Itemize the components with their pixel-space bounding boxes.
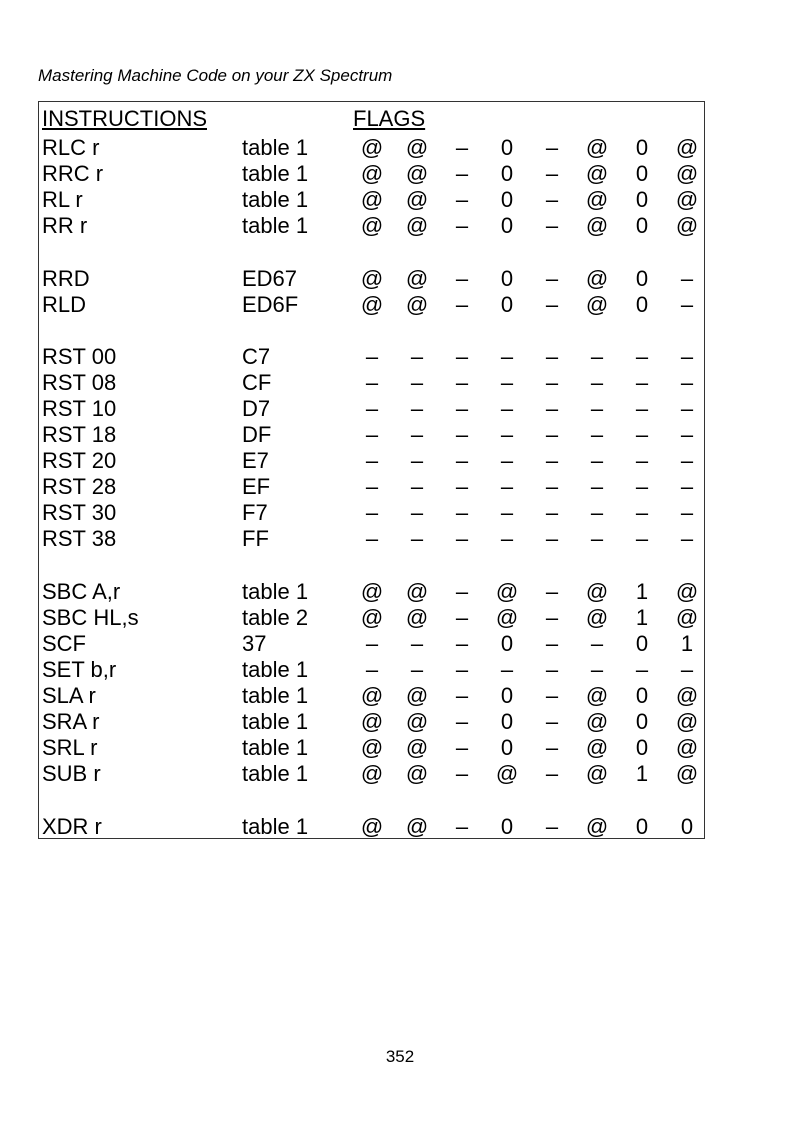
flag-cell: – bbox=[545, 213, 559, 238]
flag-cell: @ bbox=[360, 761, 384, 786]
flag-cell: – bbox=[455, 735, 469, 760]
opcode-cell: table 1 bbox=[242, 735, 309, 760]
table-row bbox=[39, 500, 704, 526]
flag-cell: @ bbox=[675, 579, 699, 604]
flag-cell: 0 bbox=[500, 292, 514, 317]
flag-cell: – bbox=[680, 422, 694, 447]
opcode-cell: table 1 bbox=[242, 161, 309, 186]
opcode-cell: D7 bbox=[242, 396, 271, 421]
page-number: 352 bbox=[385, 1047, 415, 1066]
flag-cell: – bbox=[410, 344, 424, 369]
flag-cell: – bbox=[545, 187, 559, 212]
flag-cell: – bbox=[500, 500, 514, 525]
flag-cell: @ bbox=[360, 292, 384, 317]
flag-cell: @ bbox=[675, 161, 699, 186]
flag-cell: @ bbox=[585, 709, 609, 734]
flag-cell: – bbox=[455, 292, 469, 317]
mnemonic-cell: RRD bbox=[42, 266, 90, 291]
flag-cell: 0 bbox=[500, 161, 514, 186]
flag-cell: 0 bbox=[500, 683, 514, 708]
flag-cell: – bbox=[590, 344, 604, 369]
flag-cell: 0 bbox=[500, 135, 514, 160]
flag-cell: – bbox=[500, 657, 514, 682]
flag-cell: @ bbox=[360, 161, 384, 186]
flag-cell: – bbox=[410, 396, 424, 421]
flag-cell: – bbox=[635, 344, 649, 369]
flag-cell: – bbox=[545, 657, 559, 682]
flag-cell: – bbox=[365, 422, 379, 447]
flag-cell: – bbox=[545, 448, 559, 473]
running-head: Mastering Machine Code on your ZX Spectrum bbox=[38, 66, 393, 85]
flag-cell: – bbox=[365, 526, 379, 551]
flag-cell: @ bbox=[585, 683, 609, 708]
flag-cell: – bbox=[680, 448, 694, 473]
table-row bbox=[39, 266, 704, 292]
flag-cell: 0 bbox=[500, 187, 514, 212]
flag-cell: 0 bbox=[635, 814, 649, 839]
opcode-cell: EF bbox=[242, 474, 271, 499]
flag-cell: – bbox=[635, 526, 649, 551]
flag-cell: 0 bbox=[500, 814, 514, 839]
flag-cell: @ bbox=[360, 579, 384, 604]
mnemonic-cell: RST 20 bbox=[42, 448, 117, 473]
flag-cell: @ bbox=[585, 579, 609, 604]
flag-cell: – bbox=[410, 657, 424, 682]
flag-cell: @ bbox=[675, 761, 699, 786]
flag-cell: – bbox=[455, 344, 469, 369]
opcode-cell: 37 bbox=[242, 631, 267, 656]
flag-cell: @ bbox=[675, 683, 699, 708]
mnemonic-cell: SUB r bbox=[42, 761, 101, 786]
flag-cell: – bbox=[545, 709, 559, 734]
flag-cell: – bbox=[455, 683, 469, 708]
flag-cell: – bbox=[455, 657, 469, 682]
opcode-cell: table 1 bbox=[242, 761, 309, 786]
flag-cell: – bbox=[545, 814, 559, 839]
flag-cell: – bbox=[590, 500, 604, 525]
opcode-cell: table 1 bbox=[242, 213, 309, 238]
flag-cell: – bbox=[545, 370, 559, 395]
flag-cell: 0 bbox=[500, 709, 514, 734]
flag-cell: 0 bbox=[635, 213, 649, 238]
mnemonic-cell: RST 18 bbox=[42, 422, 117, 447]
flag-cell: – bbox=[500, 526, 514, 551]
flag-cell: – bbox=[680, 474, 694, 499]
flag-cell: – bbox=[545, 500, 559, 525]
flag-cell: – bbox=[455, 500, 469, 525]
flag-cell: – bbox=[365, 448, 379, 473]
flag-cell: @ bbox=[585, 605, 609, 630]
flag-cell: – bbox=[545, 292, 559, 317]
table-row bbox=[39, 735, 704, 761]
mnemonic-cell: SRL r bbox=[42, 735, 98, 760]
mnemonic-cell: RL r bbox=[42, 187, 83, 212]
flag-cell: @ bbox=[360, 135, 384, 160]
flag-cell: @ bbox=[405, 683, 429, 708]
mnemonic-cell: RLC r bbox=[42, 135, 100, 160]
mnemonic-cell: RLD bbox=[42, 292, 87, 317]
mnemonic-cell: RR r bbox=[42, 213, 88, 238]
flag-cell: – bbox=[680, 344, 694, 369]
flag-cell: 1 bbox=[635, 761, 649, 786]
flag-cell: – bbox=[590, 526, 604, 551]
flag-cell: – bbox=[590, 657, 604, 682]
flag-cell: – bbox=[680, 657, 694, 682]
flag-cell: – bbox=[635, 448, 649, 473]
flag-cell: – bbox=[455, 579, 469, 604]
flag-cell: – bbox=[590, 396, 604, 421]
opcode-cell: table 2 bbox=[242, 605, 309, 630]
flag-cell: 0 bbox=[500, 213, 514, 238]
flag-cell: @ bbox=[585, 761, 609, 786]
flag-cell: 0 bbox=[635, 266, 649, 291]
flag-cell: @ bbox=[360, 266, 384, 291]
flag-cell: @ bbox=[495, 605, 519, 630]
mnemonic-cell: SRA r bbox=[42, 709, 100, 734]
mnemonic-cell: RST 38 bbox=[42, 526, 117, 551]
flag-cell: – bbox=[545, 344, 559, 369]
flag-cell: @ bbox=[585, 735, 609, 760]
table-row bbox=[39, 161, 704, 187]
table-row bbox=[39, 396, 704, 422]
opcode-cell: C7 bbox=[242, 344, 271, 369]
flag-cell: @ bbox=[405, 187, 429, 212]
mnemonic-cell: SBC A,r bbox=[42, 579, 121, 604]
mnemonic-cell: XDR r bbox=[42, 814, 102, 839]
opcode-cell: DF bbox=[242, 422, 272, 447]
flag-cell: @ bbox=[405, 605, 429, 630]
flag-cell: – bbox=[365, 500, 379, 525]
flag-cell: – bbox=[410, 422, 424, 447]
flag-cell: @ bbox=[585, 161, 609, 186]
flag-cell: 1 bbox=[635, 579, 649, 604]
table-row bbox=[39, 683, 704, 709]
flag-cell: – bbox=[635, 474, 649, 499]
opcode-cell: table 1 bbox=[242, 135, 309, 160]
flag-cell: – bbox=[545, 161, 559, 186]
flag-cell: – bbox=[545, 474, 559, 499]
flag-cell: @ bbox=[585, 187, 609, 212]
flag-cell: – bbox=[410, 500, 424, 525]
flag-cell: 0 bbox=[500, 631, 514, 656]
table-row bbox=[39, 370, 704, 396]
flag-cell: 0 bbox=[500, 735, 514, 760]
flag-cell: – bbox=[545, 135, 559, 160]
flag-cell: 0 bbox=[635, 135, 649, 160]
flag-cell: – bbox=[365, 344, 379, 369]
mnemonic-cell: RST 10 bbox=[42, 396, 117, 421]
flag-cell: @ bbox=[405, 735, 429, 760]
flag-cell: – bbox=[680, 500, 694, 525]
flag-cell: – bbox=[455, 814, 469, 839]
table-row bbox=[39, 657, 704, 683]
flag-cell: 0 bbox=[635, 735, 649, 760]
flag-cell: @ bbox=[360, 683, 384, 708]
flag-cell: @ bbox=[675, 135, 699, 160]
flag-cell: – bbox=[455, 266, 469, 291]
flag-cell: – bbox=[500, 448, 514, 473]
flag-cell: 0 bbox=[635, 161, 649, 186]
flag-cell: – bbox=[410, 631, 424, 656]
table-row bbox=[39, 474, 704, 500]
flag-cell: – bbox=[590, 631, 604, 656]
flag-cell: – bbox=[545, 735, 559, 760]
mnemonic-cell: RRC r bbox=[42, 161, 104, 186]
flag-cell: @ bbox=[405, 814, 429, 839]
table-row bbox=[39, 213, 704, 239]
flag-cell: – bbox=[410, 370, 424, 395]
flag-cell: – bbox=[500, 396, 514, 421]
table-row bbox=[39, 135, 704, 161]
flag-cell: – bbox=[500, 422, 514, 447]
flag-cell: @ bbox=[675, 213, 699, 238]
flag-cell: – bbox=[545, 422, 559, 447]
table-row bbox=[39, 526, 704, 552]
flag-cell: – bbox=[365, 370, 379, 395]
instruction-table bbox=[38, 101, 705, 839]
flag-cell: – bbox=[635, 500, 649, 525]
flag-cell: – bbox=[680, 266, 694, 291]
table-row bbox=[39, 761, 704, 787]
mnemonic-cell: SLA r bbox=[42, 683, 96, 708]
flag-cell: – bbox=[590, 448, 604, 473]
flag-cell: @ bbox=[405, 161, 429, 186]
flag-cell: – bbox=[680, 396, 694, 421]
flag-cell: – bbox=[410, 448, 424, 473]
flag-cell: @ bbox=[405, 761, 429, 786]
flag-cell: – bbox=[545, 631, 559, 656]
flag-cell: @ bbox=[405, 266, 429, 291]
opcode-cell: CF bbox=[242, 370, 272, 395]
opcode-cell: table 1 bbox=[242, 709, 309, 734]
flag-cell: – bbox=[455, 526, 469, 551]
flag-cell: – bbox=[635, 422, 649, 447]
table-row bbox=[39, 709, 704, 735]
flag-cell: @ bbox=[360, 709, 384, 734]
mnemonic-cell: SET b,r bbox=[42, 657, 117, 682]
flag-cell: 0 bbox=[635, 292, 649, 317]
flag-cell: @ bbox=[585, 292, 609, 317]
flag-cell: – bbox=[455, 605, 469, 630]
table-row bbox=[39, 631, 704, 657]
flag-cell: – bbox=[455, 474, 469, 499]
flag-cell: – bbox=[635, 370, 649, 395]
flag-cell: – bbox=[545, 605, 559, 630]
instructions-header: INSTRUCTIONS bbox=[42, 106, 207, 131]
table-row bbox=[39, 448, 704, 474]
table-row bbox=[39, 579, 704, 605]
table-row bbox=[39, 292, 704, 318]
flag-cell: – bbox=[500, 370, 514, 395]
flag-cell: @ bbox=[360, 735, 384, 760]
opcode-cell: table 1 bbox=[242, 187, 309, 212]
table-row bbox=[39, 814, 704, 840]
flag-cell: – bbox=[365, 657, 379, 682]
mnemonic-cell: RST 30 bbox=[42, 500, 117, 525]
flag-cell: – bbox=[500, 344, 514, 369]
flag-cell: @ bbox=[405, 292, 429, 317]
flag-cell: – bbox=[545, 526, 559, 551]
flag-cell: @ bbox=[495, 761, 519, 786]
opcode-cell: table 1 bbox=[242, 579, 309, 604]
flag-cell: – bbox=[455, 709, 469, 734]
flag-cell: @ bbox=[585, 213, 609, 238]
mnemonic-cell: SCF bbox=[42, 631, 86, 656]
mnemonic-cell: RST 28 bbox=[42, 474, 117, 499]
flag-cell: – bbox=[455, 448, 469, 473]
flag-cell: – bbox=[545, 761, 559, 786]
table-row bbox=[39, 187, 704, 213]
flag-cell: – bbox=[410, 526, 424, 551]
flag-cell: – bbox=[545, 579, 559, 604]
flag-cell: – bbox=[455, 422, 469, 447]
table-row bbox=[39, 605, 704, 631]
flag-cell: @ bbox=[360, 814, 384, 839]
flag-cell: – bbox=[365, 474, 379, 499]
table-row bbox=[39, 422, 704, 448]
opcode-cell: ED6F bbox=[242, 292, 299, 317]
flag-cell: – bbox=[455, 761, 469, 786]
flag-cell: – bbox=[500, 474, 514, 499]
flag-cell: – bbox=[455, 631, 469, 656]
flag-cell: – bbox=[545, 396, 559, 421]
flag-cell: – bbox=[455, 370, 469, 395]
flag-cell: 0 bbox=[635, 631, 649, 656]
flag-cell: – bbox=[545, 266, 559, 291]
flag-cell: @ bbox=[585, 135, 609, 160]
flag-cell: @ bbox=[585, 814, 609, 839]
flag-cell: – bbox=[680, 370, 694, 395]
flag-cell: @ bbox=[405, 709, 429, 734]
flag-cell: 0 bbox=[635, 709, 649, 734]
flag-cell: 1 bbox=[635, 605, 649, 630]
flag-cell: – bbox=[590, 422, 604, 447]
flag-cell: @ bbox=[675, 187, 699, 212]
opcode-cell: FF bbox=[242, 526, 269, 551]
flag-cell: @ bbox=[405, 213, 429, 238]
opcode-cell: table 1 bbox=[242, 683, 309, 708]
mnemonic-cell: RST 08 bbox=[42, 370, 117, 395]
flag-cell: 0 bbox=[680, 814, 694, 839]
flag-cell: – bbox=[455, 187, 469, 212]
flag-cell: 0 bbox=[500, 266, 514, 291]
flag-cell: @ bbox=[360, 213, 384, 238]
flag-cell: @ bbox=[585, 266, 609, 291]
flag-cell: – bbox=[455, 135, 469, 160]
flag-cell: @ bbox=[405, 579, 429, 604]
flag-cell: @ bbox=[495, 579, 519, 604]
mnemonic-cell: SBC HL,s bbox=[42, 605, 139, 630]
flag-cell: – bbox=[590, 370, 604, 395]
flag-cell: – bbox=[635, 657, 649, 682]
flag-cell: – bbox=[455, 213, 469, 238]
flag-cell: – bbox=[365, 631, 379, 656]
flag-cell: 1 bbox=[680, 631, 694, 656]
flag-cell: 0 bbox=[635, 187, 649, 212]
flag-cell: – bbox=[680, 526, 694, 551]
flag-cell: @ bbox=[360, 605, 384, 630]
flag-cell: @ bbox=[675, 605, 699, 630]
flag-cell: – bbox=[545, 683, 559, 708]
flag-cell: @ bbox=[675, 709, 699, 734]
flag-cell: – bbox=[410, 474, 424, 499]
mnemonic-cell: RST 00 bbox=[42, 344, 117, 369]
opcode-cell: table 1 bbox=[242, 814, 309, 839]
flag-cell: 0 bbox=[635, 683, 649, 708]
opcode-cell: F7 bbox=[242, 500, 268, 525]
opcode-cell: E7 bbox=[242, 448, 269, 473]
flag-cell: @ bbox=[675, 735, 699, 760]
flag-cell: @ bbox=[360, 187, 384, 212]
flag-cell: – bbox=[455, 161, 469, 186]
table-row bbox=[39, 344, 704, 370]
flag-cell: – bbox=[455, 396, 469, 421]
flag-cell: @ bbox=[405, 135, 429, 160]
flags-header: FLAGS bbox=[353, 106, 426, 131]
flag-cell: – bbox=[635, 396, 649, 421]
flag-cell: – bbox=[365, 396, 379, 421]
flag-cell: – bbox=[590, 474, 604, 499]
opcode-cell: table 1 bbox=[242, 657, 309, 682]
opcode-cell: ED67 bbox=[242, 266, 298, 291]
flag-cell: – bbox=[680, 292, 694, 317]
